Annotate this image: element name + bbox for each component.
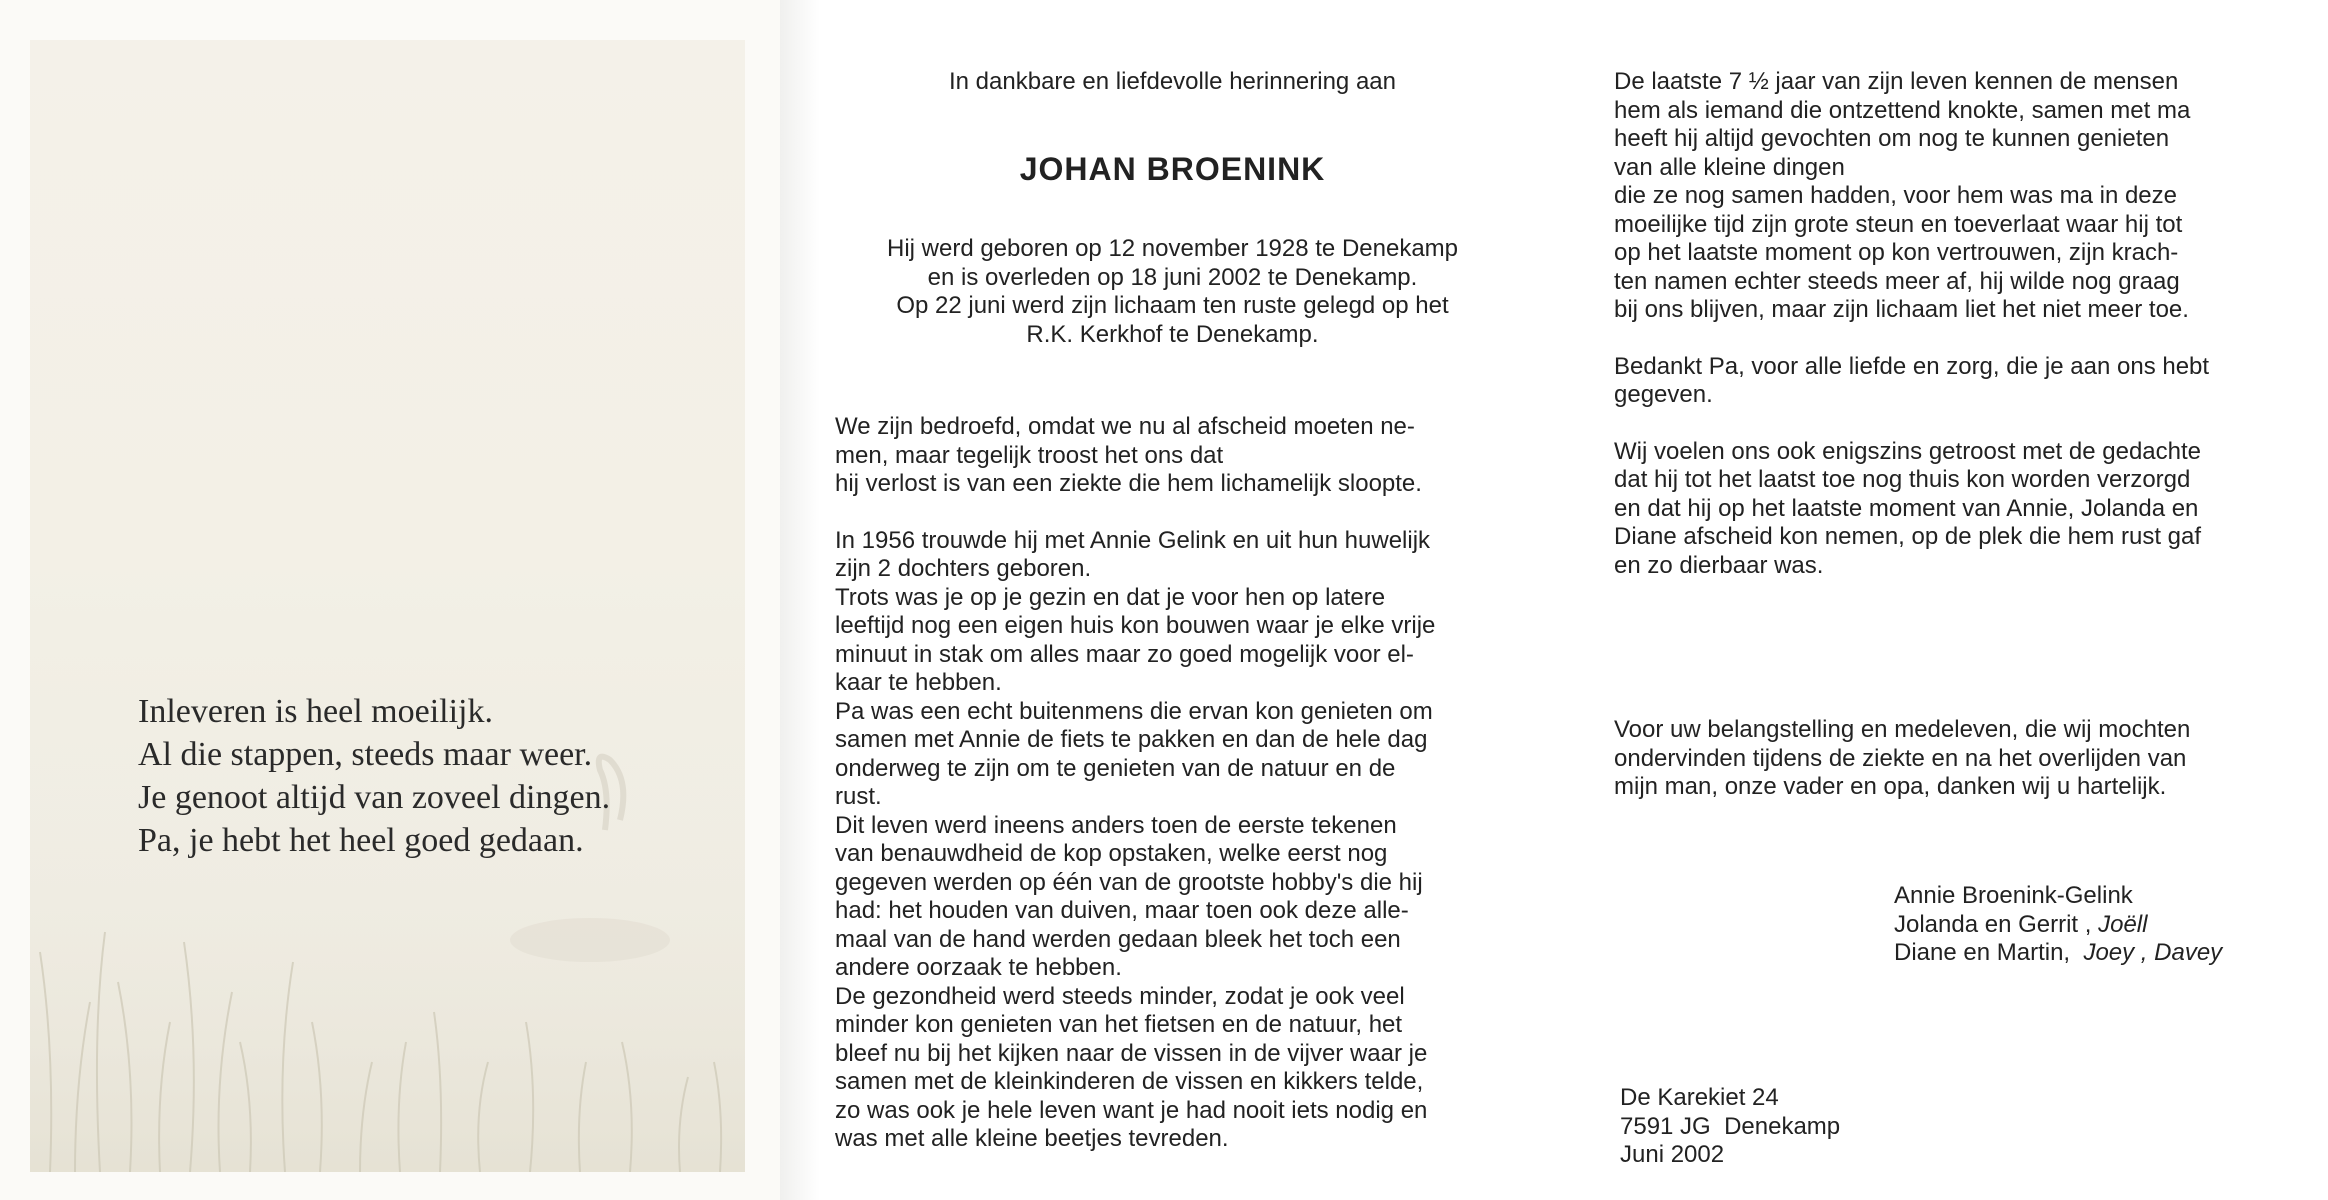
poem-line: Pa, je hebt het heel goed gedaan. bbox=[138, 822, 584, 859]
paragraph-comfort: Wij voelen ons ook enigszins getroost met de gedachte dat hij tot het laatst toe nog thuis kon worden verzorgd en dat hij op het laatste moment van Annie, Jolanda en Diane afscheid kon nemen, op de plek die hem rust gaf en zo dierbaar was. bbox=[1614, 437, 2202, 579]
background-photo bbox=[30, 40, 745, 1172]
intro-line: In dankbare en liefdevolle herinnering aan bbox=[949, 68, 1396, 95]
signature-line: Annie Broenink-Gelink bbox=[1894, 882, 2133, 909]
paragraph-life-story: In 1956 trouwde hij met Annie Gelink en uit hun huwelijk zijn 2 dochters geboren. Trots was je op je gezin en dat je voor hen op latere leeftijd nog een eigen huis kon bouwen waar je elke vrije minuut in stak om alles maar zo goed mogelijk voor el- kaar te hebben. Pa was een echt buitenmens die ervan kon genieten om samen met Annie de fiets te pakken en dan de hele dag onderweg te zijn om te genieten van de natuur en de rust. Dit leven werd ineens anders toen de eerste tekenen van benauwdheid de kop opstaken, welke eerst nog gegeven werden op één van de grootste hobby's die hij had: het houden van duiven, maar toen ook deze alle- maal van de hand werden gedaan bleek het toch een andere oorzaak te hebben. De gezondheid werd steeds minder, zodat je ook veel minder kon genieten van het fietsen en de natuur, het bleef nu bij het kijken naar de vissen in de vijver waar je samen met de kleinkinderen de vissen en kikkers telde, zo was ook je hele leven want je had nooit iets nodig en was met alle kleine beetjes tevreden. bbox=[835, 526, 1436, 1152]
signature-grandchild: Joëll bbox=[2098, 910, 2148, 938]
address-date: Juni 2002 bbox=[1620, 1141, 1725, 1168]
poem-line: Inleveren is heel moeilijk. bbox=[138, 693, 493, 730]
signature-line bbox=[1894, 911, 2222, 940]
address-street: De Karekiet 24 bbox=[1620, 1084, 1779, 1111]
address-city: 7591 JG Denekamp bbox=[1620, 1112, 1841, 1140]
poem-line: Je genoot altijd van zoveel dingen. bbox=[138, 779, 611, 816]
signature-block bbox=[1894, 882, 2222, 968]
thanks-paragraph: Voor uw belangstelling en medeleven, die wij mochten ondervinden tijdens de ziekte en na het overlijden van mijn man, onze vader en opa, danken wij u hartelijk. bbox=[1614, 716, 2191, 800]
paragraph-bedroefd: We zijn bedroefd, omdat we nu al afscheid moeten ne- men, maar tegelijk troost het ons dat hij verlost is van een ziekte die hem lichamelijk sloopte. bbox=[835, 413, 1422, 497]
paragraph-thanks-pa: Bedankt Pa, voor alle liefde en zorg, die je aan ons hebt gegeven. bbox=[1614, 352, 2210, 408]
reeds-illustration bbox=[30, 40, 745, 1172]
poem-line: Al die stappen, steeds maar weer. bbox=[138, 736, 593, 773]
paragraph-last-years: De laatste 7 ½ jaar van zijn leven kennen de mensen hem als iemand die ontzettend knokte, samen met ma heeft hij altijd gevochten om nog te kunnen genieten van alle kleine dingen die ze nog samen hadden, voor hem was ma in deze moeilijke tijd zijn grote steun en toeverlaat waar hij tot op het laatste moment op kon vertrouwen, zijn krach- ten namen echter steeds meer af, hij wilde nog graag bij ons blijven, maar zijn lichaam liet het niet meer toe. bbox=[1614, 68, 2191, 323]
deceased-name: JOHAN BROENINK bbox=[1019, 150, 1326, 187]
left-panel bbox=[0, 0, 780, 1200]
life-dates: Hij werd geboren op 12 november 1928 te Denekamp en is overleden op 18 juni 2002 te Denekamp. Op 22 juni werd zijn lichaam ten ruste gelegd op het R.K. Kerkhof te Denekamp. bbox=[886, 235, 1459, 348]
signature-line bbox=[1894, 939, 2222, 968]
right-column bbox=[1614, 68, 2244, 802]
signature-names: Jolanda en Gerrit , bbox=[1894, 910, 2092, 938]
poem bbox=[138, 690, 610, 862]
signature-names: Diane en Martin, bbox=[1894, 939, 2071, 966]
signature-grandchildren: Joey , Davey bbox=[2083, 939, 2223, 966]
card-fold bbox=[780, 0, 820, 1200]
address-block bbox=[1620, 1084, 1840, 1170]
middle-column bbox=[835, 68, 1510, 1154]
